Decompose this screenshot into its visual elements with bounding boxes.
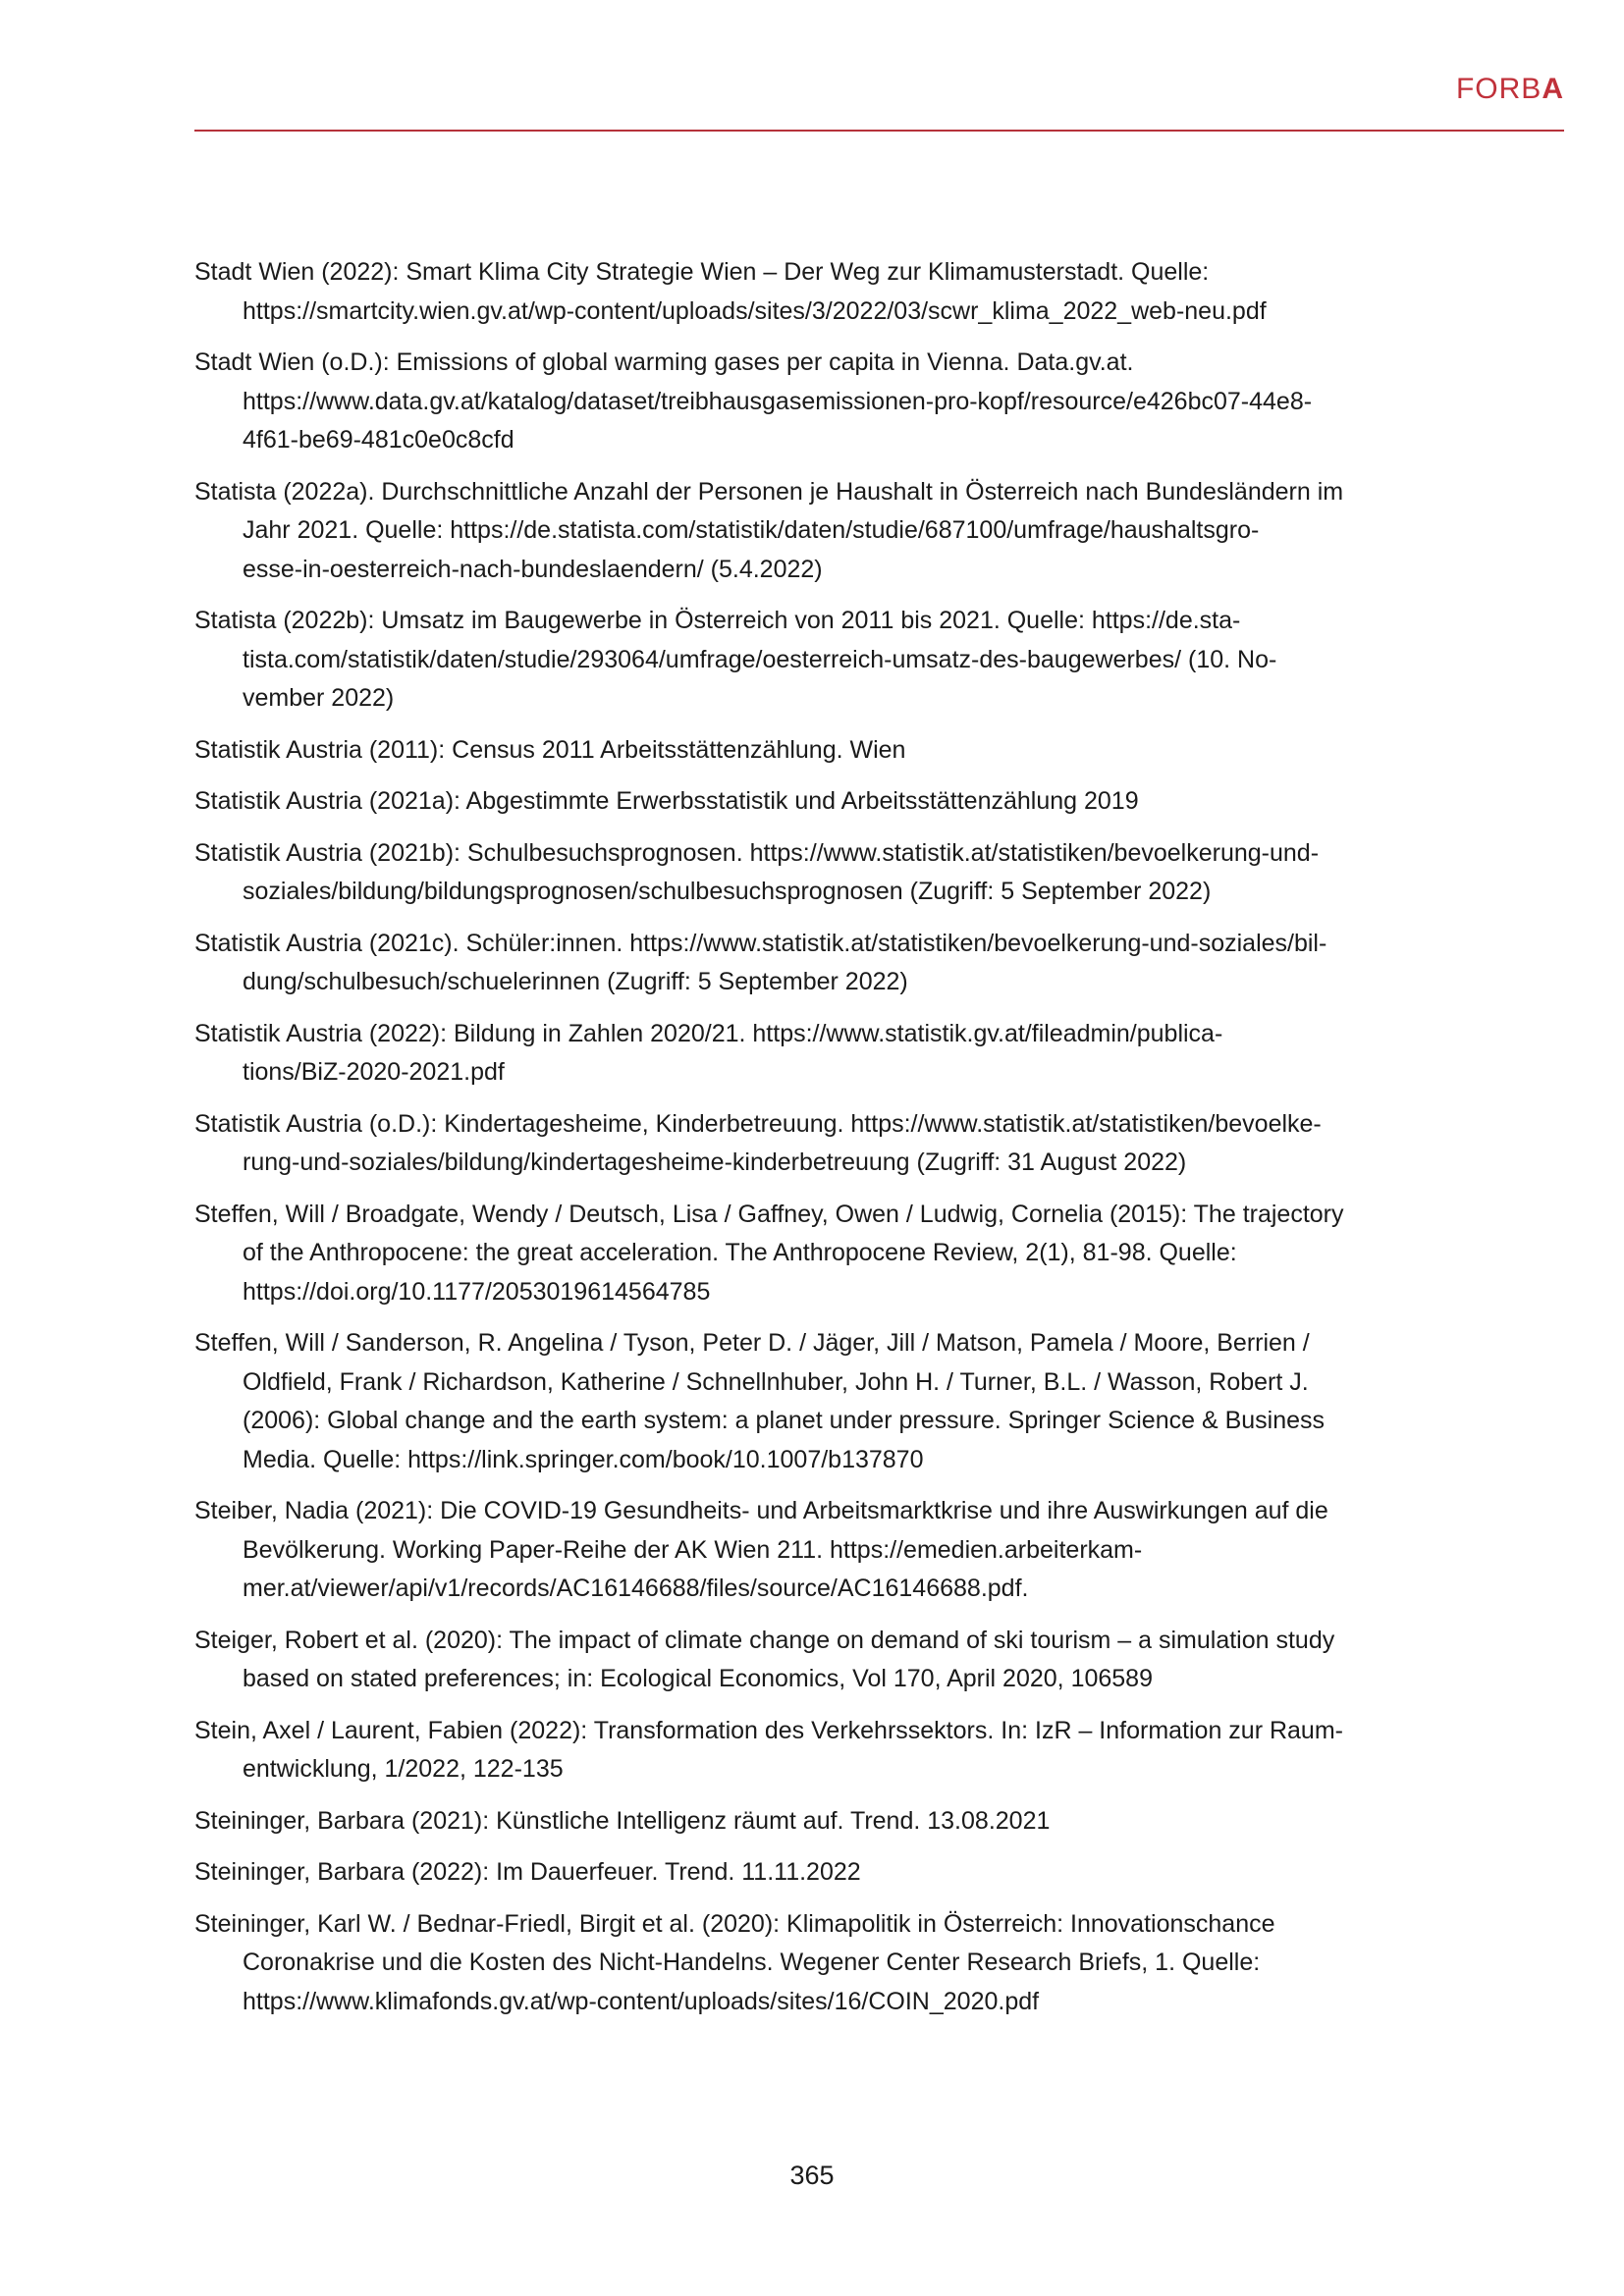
reference-line: vember 2022) [243, 684, 395, 712]
reference-line: Statista (2022a). Durchschnittliche Anzahl der Personen je Haushalt in Österreich nach Bundesländern im [194, 477, 1344, 506]
reference-line: Stein, Axel / Laurent, Fabien (2022): Transformation des Verkehrssektors. In: IzR – Information zur Raum- [194, 1716, 1343, 1744]
page-header [194, 69, 1564, 132]
reference-line: https://www.data.gv.at/katalog/dataset/treibhausgasemissionen-pro-kopf/resource/e426bc07-44e8- [243, 387, 1313, 415]
forba-logo [1456, 73, 1564, 106]
reference-line: https://www.klimafonds.gv.at/wp-content/uploads/sites/16/COIN_2020.pdf [243, 1987, 1040, 2015]
reference-line: Stadt Wien (2022): Smart Klima City Strategie Wien – Der Weg zur Klimamusterstadt. Quelle: [194, 258, 1210, 286]
reference-line: tista.com/statistik/daten/studie/293064/umfrage/oesterreich-umsatz-des-baugewerbes/ (10. No- [243, 645, 1277, 673]
reference-line: based on stated preferences; in: Ecological Economics, Vol 170, April 2020, 106589 [243, 1665, 1153, 1692]
reference-entry [194, 1712, 1471, 1789]
reference-line: Steininger, Barbara (2021): Künstliche Intelligenz räumt auf. Trend. 13.08.2021 [194, 1806, 1051, 1835]
reference-line: esse-in-oesterreich-nach-bundeslaendern/ (5.4.2022) [243, 555, 823, 583]
reference-entry [194, 602, 1471, 719]
reference-line: mer.at/viewer/api/v1/records/AC16146688/files/source/AC16146688.pdf. [243, 1575, 1029, 1602]
reference-entry [194, 1905, 1471, 2022]
reference-line: Statistik Austria (2022): Bildung in Zahlen 2020/21. https://www.statistik.gv.at/fileadmin/publica- [194, 1019, 1223, 1047]
reference-entry [194, 834, 1471, 912]
reference-line: Statistik Austria (2011): Census 2011 Arbeitsstättenzählung. Wien [194, 735, 906, 764]
reference-entry [194, 1622, 1471, 1699]
reference-line: Steininger, Barbara (2022): Im Dauerfeuer. Trend. 11.11.2022 [194, 1858, 861, 1886]
reference-line: Coronakrise und die Kosten des Nicht-Handelns. Wegener Center Research Briefs, 1. Quelle: [243, 1949, 1261, 1976]
reference-line: Jahr 2021. Quelle: https://de.statista.com/statistik/daten/studie/687100/umfrage/haushaltsgro- [243, 516, 1260, 544]
reference-line: tions/BiZ-2020-2021.pdf [243, 1058, 505, 1086]
reference-line: dung/schulbesuch/schuelerinnen (Zugriff: 5 September 2022) [243, 968, 908, 995]
reference-line: Oldfield, Frank / Richardson, Katherine / Schnellnhuber, John H. / Turner, B.L. / Wasson, Robert J. [243, 1367, 1309, 1396]
reference-entry [194, 925, 1471, 1002]
reference-line: Statistik Austria (2021c). Schüler:innen. https://www.statistik.at/statistiken/bevoelkerung-und-soziales/bil- [194, 929, 1327, 957]
reference-entry [194, 1196, 1471, 1312]
reference-line: Statistik Austria (2021b): Schulbesuchsprognosen. https://www.statistik.at/statistiken/bevoelkerung-und- [194, 838, 1320, 867]
reference-line: Steffen, Will / Broadgate, Wendy / Deutsch, Lisa / Gaffney, Owen / Ludwig, Cornelia (2015): The trajectory [194, 1200, 1344, 1228]
reference-entry [194, 473, 1471, 590]
reference-line: Steffen, Will / Sanderson, R. Angelina / Tyson, Peter D. / Jäger, Jill / Matson, Pamela / Moore, Berrien / [194, 1329, 1310, 1357]
reference-line: Bevölkerung. Working Paper-Reihe der AK Wien 211. https://emedien.arbeiterkam- [243, 1535, 1143, 1564]
reference-line: Media. Quelle: https://link.springer.com/book/10.1007/b137870 [243, 1445, 924, 1473]
reference-line: entwicklung, 1/2022, 122-135 [243, 1755, 564, 1783]
reference-entry [194, 1802, 1471, 1842]
reference-entry [194, 731, 1471, 771]
reference-line: soziales/bildung/bildungsprognosen/schulbesuchsprognosen (Zugriff: 5 September 2022) [243, 878, 1212, 905]
reference-line: rung-und-soziales/bildung/kindertagesheime-kinderbetreuung (Zugriff: 31 August 2022) [243, 1148, 1187, 1176]
reference-entry [194, 1492, 1471, 1609]
reference-entry [194, 1853, 1471, 1893]
reference-line: Statistik Austria (2021a): Abgestimmte Erwerbsstatistik und Arbeitsstättenzählung 2019 [194, 787, 1139, 815]
logo-prefix: FORB [1455, 73, 1543, 105]
reference-entry [194, 1105, 1471, 1183]
reference-line: Steiber, Nadia (2021): Die COVID-19 Gesundheits- und Arbeitsmarktkrise und ihre Auswirkungen auf die [194, 1497, 1328, 1524]
reference-entry [194, 253, 1471, 331]
reference-entry [194, 1015, 1471, 1093]
reference-line: Statista (2022b): Umsatz im Baugewerbe in Österreich von 2011 bis 2021. Quelle: https://de.sta- [194, 607, 1241, 634]
reference-list [194, 253, 1471, 2034]
reference-entry [194, 344, 1471, 460]
reference-line: (2006): Global change and the earth system: a planet under pressure. Springer Science & Business [243, 1407, 1326, 1434]
logo-suffix: A [1542, 73, 1564, 105]
page-number: 365 [789, 2161, 835, 2190]
reference-line: Steininger, Karl W. / Bednar-Friedl, Birgit et al. (2020): Klimapolitik in Österreich: Innovationschance [194, 1909, 1275, 1938]
reference-line: Statistik Austria (o.D.): Kindertagesheime, Kinderbetreuung. https://www.statistik.at/statistiken/bevoelke- [194, 1109, 1322, 1138]
reference-line: 4f61-be69-481c0e0c8cfd [243, 426, 514, 454]
reference-entry [194, 1324, 1471, 1479]
reference-line: Steiger, Robert et al. (2020): The impact of climate change on demand of ski tourism – a simulation study [194, 1626, 1335, 1654]
reference-line: https://smartcity.wien.gv.at/wp-content/uploads/sites/3/2022/03/scwr_klima_2022_web-neu.pdf [243, 296, 1267, 325]
reference-entry [194, 782, 1471, 822]
reference-line: Stadt Wien (o.D.): Emissions of global warming gases per capita in Vienna. Data.gv.at. [194, 348, 1134, 376]
reference-line: of the Anthropocene: the great acceleration. The Anthropocene Review, 2(1), 81-98. Quelle: [243, 1239, 1237, 1266]
reference-line: https://doi.org/10.1177/2053019614564785 [243, 1277, 711, 1306]
